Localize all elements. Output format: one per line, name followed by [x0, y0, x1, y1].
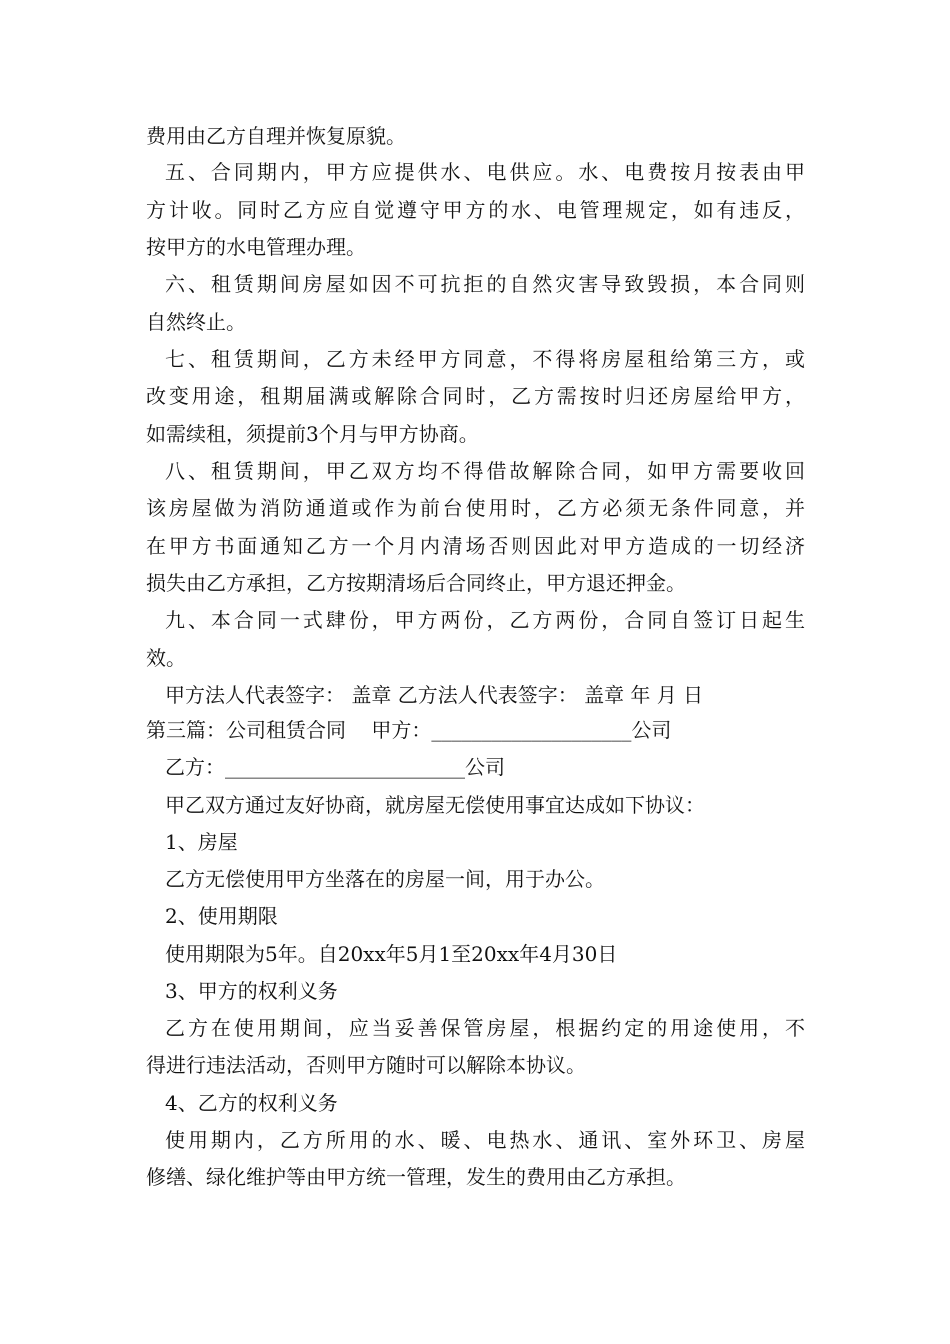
text-line: 如需续租，须提前3个月与甲方协商。 [146, 422, 479, 446]
signature-line: 甲方法人代表签字： 盖章 乙方法人代表签字： 盖章 年 月 日 [165, 683, 704, 707]
text-line: 六、租赁期间房屋如因不可抗拒的自然灾害导致毁损，本合同则 [165, 272, 805, 296]
text-line: 损失由乙方承担，乙方按期清场后合同终止，甲方退还押金。 [146, 571, 686, 595]
contract-heading: 第三篇：公司租赁合同 甲方：____________________公司 [146, 718, 672, 742]
text-line: 八、租赁期间，甲乙双方均不得借故解除合同，如甲方需要收回 [165, 459, 805, 483]
text-line: 得进行违法活动，否则甲方随时可以解除本协议。 [146, 1053, 586, 1077]
text-line: 乙方在使用期间，应当妥善保管房屋，根据约定的用途使用，不 [165, 1016, 805, 1040]
text-line: 方计收。同时乙方应自觉遵守甲方的水、电管理规定，如有违反， [146, 198, 805, 222]
text-line: 乙方无偿使用甲方坐落在的房屋一间，用于办公。 [165, 867, 605, 891]
text-line: 按甲方的水电管理办理。 [146, 235, 366, 259]
text-line: 改变用途，租期届满或解除合同时，乙方需按时归还房屋给甲方， [146, 384, 805, 408]
text-line: 该房屋做为消防通道或作为前台使用时，乙方必须无条件同意，并 [146, 496, 805, 520]
section-heading: 3、甲方的权利义务 [165, 979, 338, 1003]
text-line: 七、租赁期间，乙方未经甲方同意，不得将房屋租给第三方，或 [165, 347, 805, 371]
text-line: 费用由乙方自理并恢复原貌。 [146, 124, 406, 148]
party-b-line: 乙方：________________________公司 [165, 755, 505, 779]
text-line: 五、合同期内，甲方应提供水、电供应。水、电费按月按表由甲 [165, 160, 805, 184]
text-line: 在甲方书面通知乙方一个月内清场否则因此对甲方造成的一切经济 [146, 534, 805, 558]
text-line: 九、本合同一式肆份，甲方两份，乙方两份，合同自签订日起生 [165, 608, 805, 632]
section-heading: 4、乙方的权利义务 [165, 1091, 338, 1115]
section-heading: 1、房屋 [165, 830, 238, 854]
text-line: 自然终止。 [146, 310, 246, 334]
text-line: 效。 [146, 646, 186, 670]
text-line: 修缮、绿化维护等由甲方统一管理，发生的费用由乙方承担。 [146, 1165, 686, 1189]
text-line: 甲乙双方通过友好协商，就房屋无偿使用事宜达成如下协议： [165, 793, 705, 817]
text-line: 使用期限为5年。自20xx年5月1至20xx年4月30日 [165, 942, 618, 966]
text-line: 使用期内，乙方所用的水、暖、电热水、通讯、室外环卫、房屋 [165, 1128, 805, 1152]
section-heading: 2、使用期限 [165, 904, 278, 928]
